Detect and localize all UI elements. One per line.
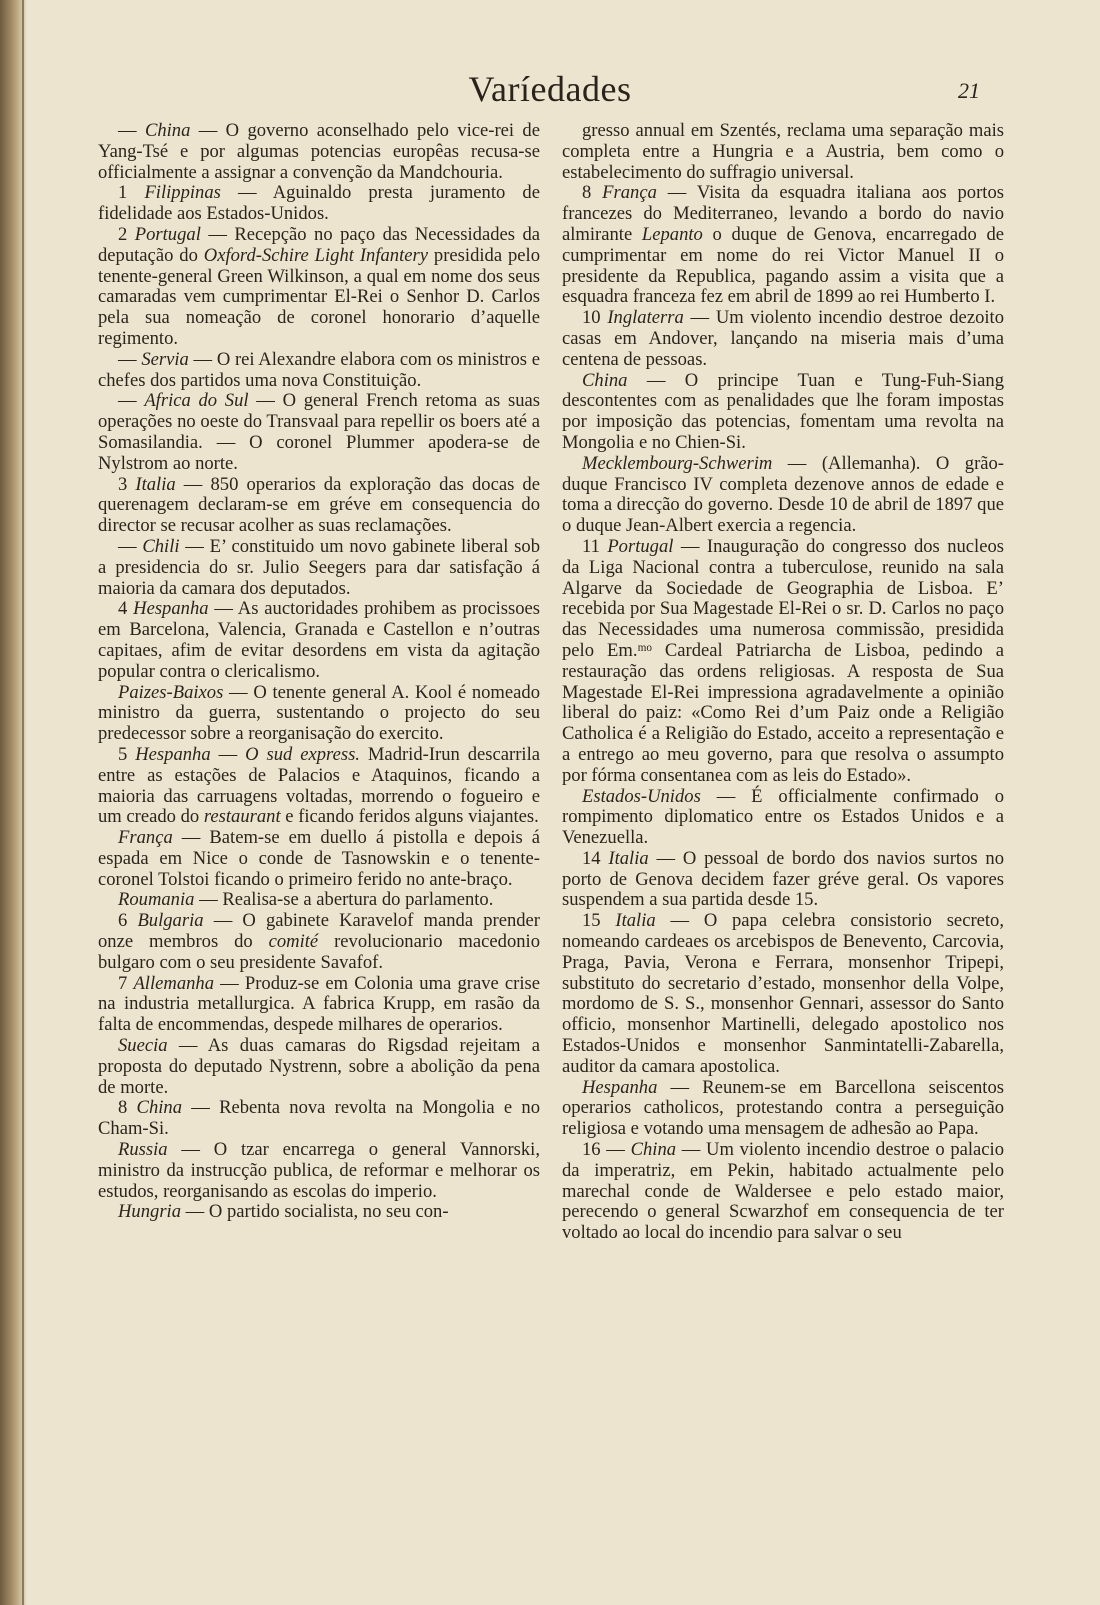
news-entry (98, 225, 540, 350)
entry-keyword: França (118, 827, 173, 849)
news-entry (98, 1098, 540, 1140)
entry-keyword: Africa do Sul (144, 390, 249, 412)
entry-keyword: Bulgaria (137, 910, 204, 932)
entry-text: — Produz-se em Colonia uma grave crise na industria metallurgica. A fabrica Krupp, em rasão da falta de encommendas, despede milhares de operarios. (98, 972, 540, 1036)
news-entry (98, 183, 540, 225)
news-entry (98, 350, 540, 392)
news-entry (98, 974, 540, 1036)
entry-text: — (118, 390, 145, 412)
entry-keyword: Roumania (118, 889, 195, 911)
entry-keyword: Mecklembourg-Schwerim (582, 452, 773, 474)
news-entry (562, 537, 1004, 787)
news-entry (98, 121, 540, 183)
news-entry (98, 911, 540, 973)
entry-keyword: Estados-Unidos (582, 785, 701, 807)
entry-text: — Rebenta nova revolta na Mongolia e no Cham-Si. (98, 1097, 540, 1140)
entry-keyword: Paizes-Baixos (118, 681, 224, 703)
entry-text: — Batem-se em duello á pistolla e depois á espada em Nice o conde de Tasnowskin e o tenente-coronel Tolstoi ficando o primeiro ferido no ante-braço. (98, 827, 540, 890)
entry-text: 15 (582, 910, 616, 932)
entry-keyword: China (144, 120, 191, 141)
running-title: Varíedades (468, 69, 632, 109)
entry-keyword: China (630, 1139, 677, 1161)
page-number: 21 (958, 78, 980, 103)
entry-text: 10 (582, 307, 608, 329)
entry-text: — 850 operarios da exploração das docas de querenagem declaram-se em gréve em consequencia do director se recusar acolher as suas reclamações. (98, 473, 540, 537)
entry-keyword: Italia (135, 473, 176, 495)
entry-keyword: Lepanto (641, 223, 703, 245)
entry-keyword: França (602, 182, 657, 204)
left-column (98, 121, 540, 1223)
entry-text: 3 (118, 473, 136, 495)
entry-text: 8 (582, 182, 603, 204)
entry-keyword: Chili (142, 535, 180, 557)
news-entry (562, 1078, 1004, 1140)
entry-text: — As auctoridades prohibem as procissoes em Barcelona, Valencia, Granada e Castellon e n’outras capitaes, afim de evitar desordens em vista da agitação popular contra o clericalismo. (98, 598, 540, 682)
right-column (562, 121, 1004, 1244)
entry-text: 7 (118, 972, 134, 994)
entry-text: — O papa celebra consistorio secreto, nomeando cardeaes os arcebispos de Benevento, Carcovia, Praga, Pavia, Verona e Ferrara, monsenhor Tripepi, substituto do secretario d’estado, monsenhor della Volpe, mordomo de S. S., monsenhor Gennari, assessor do Santo officio, monsenhor Martinelli, delegado apostolico nos Estados-Unidos e monsenhor Sanmintatelli-Zabarella, auditor da camara apostolica. (562, 910, 1004, 1077)
entry-keyword: Hungria (118, 1201, 182, 1223)
news-entry (562, 454, 1004, 537)
entry-keyword: Allemanha (133, 972, 215, 994)
news-entry (98, 683, 540, 745)
entry-text: 1 (118, 182, 145, 204)
entry-keyword: Hespanha (582, 1076, 658, 1098)
entry-text: 5 (118, 743, 136, 765)
entry-text: — Um violento incendio destroe o palacio da imperatriz, em Pekin, habitado actualmente pelo marechal conde de Waldersee e pelo estado maior, perecendo o general Scwarzhof em consequencia de ter voltado ao local do incendio para salvar o seu (562, 1139, 1004, 1244)
entry-text: — O pessoal de bordo dos navios surtos no porto de Genova decidem fazer gréve geral. Os vapores suspendem a sua partida desde 15. (562, 847, 1004, 911)
entry-keyword: Portugal (134, 223, 201, 245)
news-entry (98, 1202, 540, 1223)
entry-text: — (Allemanha). O grão-duque Francisco IV completa dezenove annos de edade e toma a direcção do governo. Desde 10 de abril de 1897 que o duque Jean-Albert exercia a regencia. (562, 452, 1004, 537)
entry-text: — O tenente general A. Kool é nomeado ministro da guerra, sustentando o projecto do seu predecessor sobre a reorganisação do exercito. (98, 681, 540, 745)
news-entry (98, 475, 540, 537)
news-entry (98, 828, 540, 890)
news-entry (562, 911, 1004, 1077)
entry-text: 11 (582, 535, 608, 557)
entry-text: — (118, 348, 142, 370)
news-entry (562, 121, 1004, 183)
entry-text: 14 (582, 847, 609, 869)
entry-keyword: Oxford-Schire Light Infantery (203, 244, 429, 266)
news-entry (98, 745, 540, 828)
entry-keyword: China (582, 369, 628, 391)
entry-keyword: Suecia (118, 1035, 168, 1057)
entry-keyword: Hespanha (135, 743, 211, 765)
entry-text: o duque de Genova, encarregado de cumprimentar em nome do rei Victor Manuel II o presidente da Republica, pagando assim a visita que a esquadra franceza fez em abril de 1899 ao rei Humberto I. (562, 223, 1004, 308)
entry-text: — É officialmente confirmado o rompimento diplomatico entre os Estados Unidos e a Venezuella. (562, 785, 1004, 849)
entry-text: — O principe Tuan e Tung-Fuh-Siang descontentes com as penalidades que lhe foram impostas por imposição das potencias, fomentam uma revolta na Mongolia e no Chien-Si. (562, 369, 1004, 453)
entry-text: gresso annual em Szentés, reclama uma separação mais completa entre a Hungria e a Austria, bem como o estabelecimento do suffragio universal. (562, 120, 1004, 183)
news-entry (562, 183, 1004, 308)
entry-keyword: Italia (615, 910, 656, 932)
entry-text: 8 (118, 1097, 137, 1119)
entry-text: — As duas camaras do Rigsdad rejeitam a proposta do deputado Nystrenn, sobre a abolição da pena de morte. (98, 1035, 540, 1098)
entry-text: — Aguinaldo presta juramento de fidelidade aos Estados-Unidos. (98, 182, 540, 225)
entry-keyword: restaurant (203, 806, 281, 828)
entry-keyword: Russia (118, 1139, 168, 1161)
entry-text: — Inauguração do congresso dos nucleos da Liga Nacional contra a tuberculose, reunido na sala Algarve da Sociedade de Geographia de Lisboa. E’ recebida por Sua Magestade El-Rei o sr. D. Carlos no paço das Necessidades uma numerosa commissão, presidida pelo Em.ᵐᵒ Cardeal Patriarcha de Lisboa, pedindo a restauração das ordens religiosas. A resposta de Sua Magestade El-Rei impressiona agradavelmente a opinião liberal do paiz: «Como Rei d’um Paiz onde a Religião Catholica é a Religião do Estado, acceito a representação e a entrego ao meu governo, para que resolva o assumpto por fórma consentanea com as leis do Estado». (562, 535, 1004, 786)
entry-text: — Reunem-se em Barcellona seiscentos operarios catholicos, protestando contra a perseguição religiosa e votando uma mensagem de adhesão ao Papa. (562, 1076, 1004, 1140)
entry-text: — (118, 120, 145, 141)
news-entry (98, 890, 540, 911)
entry-text: — O governo aconselhado pelo vice-rei de Yang-Tsé e por algumas potencias europêas recusa-se officialmente a assignar a convenção da Mandchouria. (98, 120, 540, 183)
news-entry (562, 371, 1004, 454)
entry-text: presidida pelo tenente-general Green Wilkinson, a qual em nome dos seus camaradas vem cumprimentar El-Rei o Senhor D. Carlos pela sua nomeação de coronel honorario d’aquelle regimento. (98, 244, 540, 349)
entry-text: — O gabinete Karavelof manda prender onze membros do (98, 910, 540, 953)
entry-text: — (118, 535, 143, 557)
entry-text: — (210, 743, 246, 765)
entry-keyword: Filippinas (144, 182, 221, 204)
entry-text: 2 (118, 223, 135, 245)
entry-text: — O partido socialista, no seu con- (181, 1201, 449, 1223)
entry-keyword: Hespanha (133, 598, 209, 620)
entry-keyword: Portugal (607, 535, 674, 557)
entry-text: — E’ constituido um novo gabinete liberal sob a presidencia do sr. Julio Seegers para dar satisfação á maioria da camara dos deputados. (98, 535, 540, 599)
entry-text: e ficando feridos alguns viajantes. (280, 806, 539, 828)
news-entry (98, 1036, 540, 1098)
news-entry (98, 537, 540, 599)
news-entry (562, 1140, 1004, 1244)
entry-text: — O tzar encarrega o general Vannorski, ministro da instrucção publica, de reformar e melhorar os estudos, reorganisando as escolas do imperio. (98, 1139, 540, 1202)
entry-keyword: O sud express. (245, 743, 360, 765)
entry-text: — Realisa-se a abertura do parlamento. (194, 889, 494, 911)
entry-text: — Um violento incendio destroe dezoito casas em Andover, lançando na miseria mais d’uma centena de pessoas. (562, 307, 1004, 370)
entry-keyword: comité (268, 931, 319, 953)
entry-keyword: Servia (141, 348, 189, 370)
entry-text: — O rei Alexandre elabora com os ministros e chefes dos partidos uma nova Constituição. (98, 348, 540, 391)
entry-keyword: Inglaterra (607, 307, 684, 329)
news-entry (562, 787, 1004, 849)
entry-text: — Recepção no paço das Necessidades da deputação do (98, 223, 540, 266)
news-entry (98, 1140, 540, 1202)
entry-text: — Visita da esquadra italiana aos portos francezes do Mediterraneo, levando a bordo do navio almirante (562, 182, 1004, 245)
entry-text: Madrid-Irun descarrila entre as estações de Palacios e Ataquinos, ficando a maioria das carruagens voltadas, morrendo o fogueiro e um creado do (98, 743, 541, 828)
news-entry (98, 391, 540, 474)
entry-text: 4 (118, 598, 134, 620)
entry-text: — O general French retoma as suas operações no oeste do Transvaal para repellir os boers até a Somasilandia. — O coronel Plummer apodera-se de Nylstrom ao norte. (98, 390, 540, 474)
entry-text: revolucionario macedonio bulgaro com o seu presidente Savafof. (98, 931, 540, 973)
news-entry (562, 308, 1004, 370)
news-entry (562, 849, 1004, 911)
entry-keyword: China (136, 1097, 183, 1119)
news-entry (98, 599, 540, 682)
entry-keyword: Italia (608, 847, 649, 869)
entry-text: 16 — (582, 1139, 631, 1161)
entry-text: 6 (118, 910, 138, 932)
